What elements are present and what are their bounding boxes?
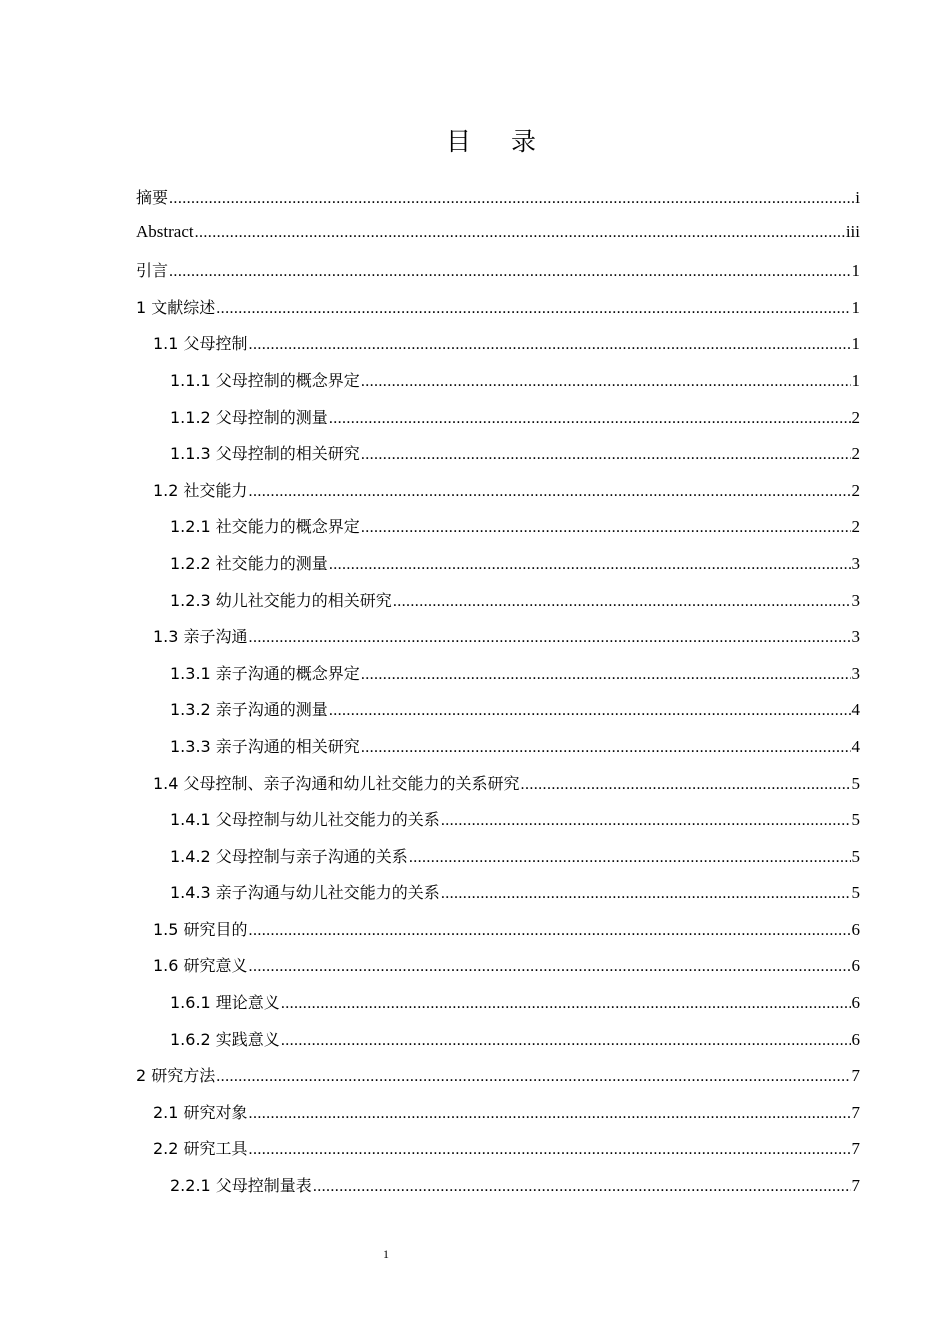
page-number: 1: [383, 1247, 389, 1261]
toc-entry-page: 7: [851, 1066, 860, 1086]
toc-entry-page: 7: [851, 1102, 860, 1122]
toc-entry-title: 1 文献综述: [136, 297, 216, 317]
toc-entry-page: 3: [851, 663, 860, 683]
toc-entry[interactable]: [136, 368, 860, 405]
toc-entry[interactable]: [136, 331, 860, 368]
toc-entry-page: 1: [851, 297, 860, 317]
toc-entry-page: 5: [851, 883, 860, 903]
toc-dot-leader: [441, 812, 851, 830]
toc-entry-title: 1.1.1 父母控制的概念界定: [170, 370, 360, 390]
toc-entry-title: 摘要: [136, 188, 169, 207]
toc-dot-leader: [441, 885, 851, 903]
toc-entry-title: 1.2 社交能力: [153, 480, 248, 500]
toc-entry-title: 1.4 父母控制、亲子沟通和幼儿社交能力的关系研究: [153, 773, 520, 793]
toc-dot-leader: [313, 1178, 851, 1196]
toc-entry-title: 2 研究方法: [136, 1066, 216, 1086]
toc-entry[interactable]: [136, 1136, 860, 1173]
toc-dot-leader: [249, 483, 851, 501]
toc-entry-page: 6: [851, 993, 860, 1013]
toc-entry[interactable]: [136, 917, 860, 954]
toc-dot-leader: [329, 702, 851, 720]
toc-entry-page: 6: [851, 1029, 860, 1049]
toc-dot-leader: [361, 739, 851, 757]
toc-dot-leader: [216, 300, 850, 318]
toc-dot-leader: [249, 922, 851, 940]
toc-dot-leader: [216, 1068, 850, 1086]
toc-dot-leader: [329, 410, 851, 428]
toc-entry-title: 2.1 研究对象: [153, 1102, 248, 1122]
toc-entry-title: 1.1 父母控制: [153, 334, 248, 354]
toc-dot-leader: [249, 958, 851, 976]
toc-entry-page: 2: [851, 407, 860, 427]
toc-entry-title: 1.1.2 父母控制的测量: [170, 407, 328, 427]
toc-entry-page: 2: [851, 444, 860, 464]
toc-dot-leader: [521, 776, 851, 794]
toc-entry[interactable]: [136, 624, 860, 661]
toc-entry[interactable]: [136, 807, 860, 844]
toc-entry-page: 1: [851, 261, 860, 281]
toc-dot-leader: [329, 556, 851, 574]
toc-list: [136, 185, 860, 1210]
toc-entry-page: i: [855, 188, 860, 207]
toc-entry-page: 6: [851, 919, 860, 939]
toc-dot-leader: [249, 629, 851, 647]
toc-entry-page: 1: [851, 370, 860, 390]
toc-entry[interactable]: [136, 1063, 860, 1100]
toc-entry-page: 2: [851, 480, 860, 500]
toc-dot-leader: [249, 336, 851, 354]
toc-entry-title: 1.1.3 父母控制的相关研究: [170, 444, 360, 464]
toc-entry[interactable]: [136, 222, 860, 259]
toc-entry[interactable]: [136, 405, 860, 442]
toc-entry-title: 引言: [136, 261, 169, 281]
toc-entry-page: 5: [851, 846, 860, 866]
toc-entry[interactable]: [136, 1173, 860, 1210]
toc-entry[interactable]: [136, 441, 860, 478]
toc-entry[interactable]: [136, 185, 860, 222]
toc-entry-title: 2.2 研究工具: [153, 1139, 248, 1159]
toc-dot-leader: [169, 190, 854, 208]
toc-entry-title: 1.4.2 父母控制与亲子沟通的关系: [170, 846, 408, 866]
toc-entry-page: 5: [851, 773, 860, 793]
toc-dot-leader: [195, 224, 845, 242]
toc-entry[interactable]: [136, 258, 860, 295]
toc-entry-page: 5: [851, 810, 860, 830]
toc-entry-title: 1.3.1 亲子沟通的概念界定: [170, 663, 360, 683]
toc-entry-page: 3: [851, 590, 860, 610]
toc-entry-title: Abstract: [136, 221, 194, 241]
toc-entry[interactable]: [136, 771, 860, 808]
toc-entry[interactable]: [136, 734, 860, 771]
toc-entry-title: 1.6.2 实践意义: [170, 1029, 280, 1049]
toc-entry-title: 1.3.3 亲子沟通的相关研究: [170, 736, 360, 756]
toc-entry-page: 7: [851, 1139, 860, 1159]
toc-entry[interactable]: [136, 844, 860, 881]
toc-entry-page: 4: [851, 736, 860, 756]
toc-entry[interactable]: [136, 953, 860, 990]
toc-dot-leader: [393, 593, 851, 611]
toc-dot-leader: [361, 446, 851, 464]
toc-entry-title: 1.4.3 亲子沟通与幼儿社交能力的关系: [170, 883, 440, 903]
toc-entry-page: 3: [851, 627, 860, 647]
toc-entry-title: 1.6.1 理论意义: [170, 993, 280, 1013]
toc-dot-leader: [249, 1105, 851, 1123]
toc-dot-leader: [361, 666, 851, 684]
toc-entry-title: 1.2.1 社交能力的概念界定: [170, 517, 360, 537]
toc-entry[interactable]: [136, 1027, 860, 1064]
toc-entry-title: 1.4.1 父母控制与幼儿社交能力的关系: [170, 810, 440, 830]
toc-entry-title: 1.3.2 亲子沟通的测量: [170, 700, 328, 720]
toc-entry[interactable]: [136, 661, 860, 698]
toc-dot-leader: [281, 1032, 851, 1050]
toc-entry[interactable]: [136, 880, 860, 917]
toc-dot-leader: [409, 849, 851, 867]
toc-entry-title: 1.2.3 幼儿社交能力的相关研究: [170, 590, 392, 610]
toc-entry[interactable]: [136, 295, 860, 332]
toc-entry[interactable]: [136, 1100, 860, 1137]
toc-entry[interactable]: [136, 588, 860, 625]
toc-entry-page: 4: [851, 700, 860, 720]
toc-dot-leader: [361, 519, 851, 537]
toc-entry-title: 2.2.1 父母控制量表: [170, 1176, 312, 1196]
toc-entry[interactable]: [136, 990, 860, 1027]
toc-dot-leader: [361, 373, 851, 391]
toc-title: 目 录: [446, 127, 552, 156]
toc-entry-page: iii: [845, 221, 860, 241]
toc-entry-page: 1: [851, 334, 860, 354]
toc-entry-page: 2: [851, 517, 860, 537]
toc-entry-title: 1.6 研究意义: [153, 956, 248, 976]
toc-entry-title: 1.5 研究目的: [153, 919, 248, 939]
toc-entry[interactable]: [136, 478, 860, 515]
toc-entry[interactable]: [136, 697, 860, 734]
toc-dot-leader: [169, 263, 850, 281]
toc-entry-page: 7: [851, 1176, 860, 1196]
toc-entry[interactable]: [136, 551, 860, 588]
toc-dot-leader: [249, 1141, 851, 1159]
toc-dot-leader: [281, 995, 851, 1013]
toc-entry-page: 6: [851, 956, 860, 976]
toc-entry-title: 1.3 亲子沟通: [153, 627, 248, 647]
toc-entry[interactable]: [136, 514, 860, 551]
toc-entry-page: 3: [851, 553, 860, 573]
toc-entry-title: 1.2.2 社交能力的测量: [170, 553, 328, 573]
